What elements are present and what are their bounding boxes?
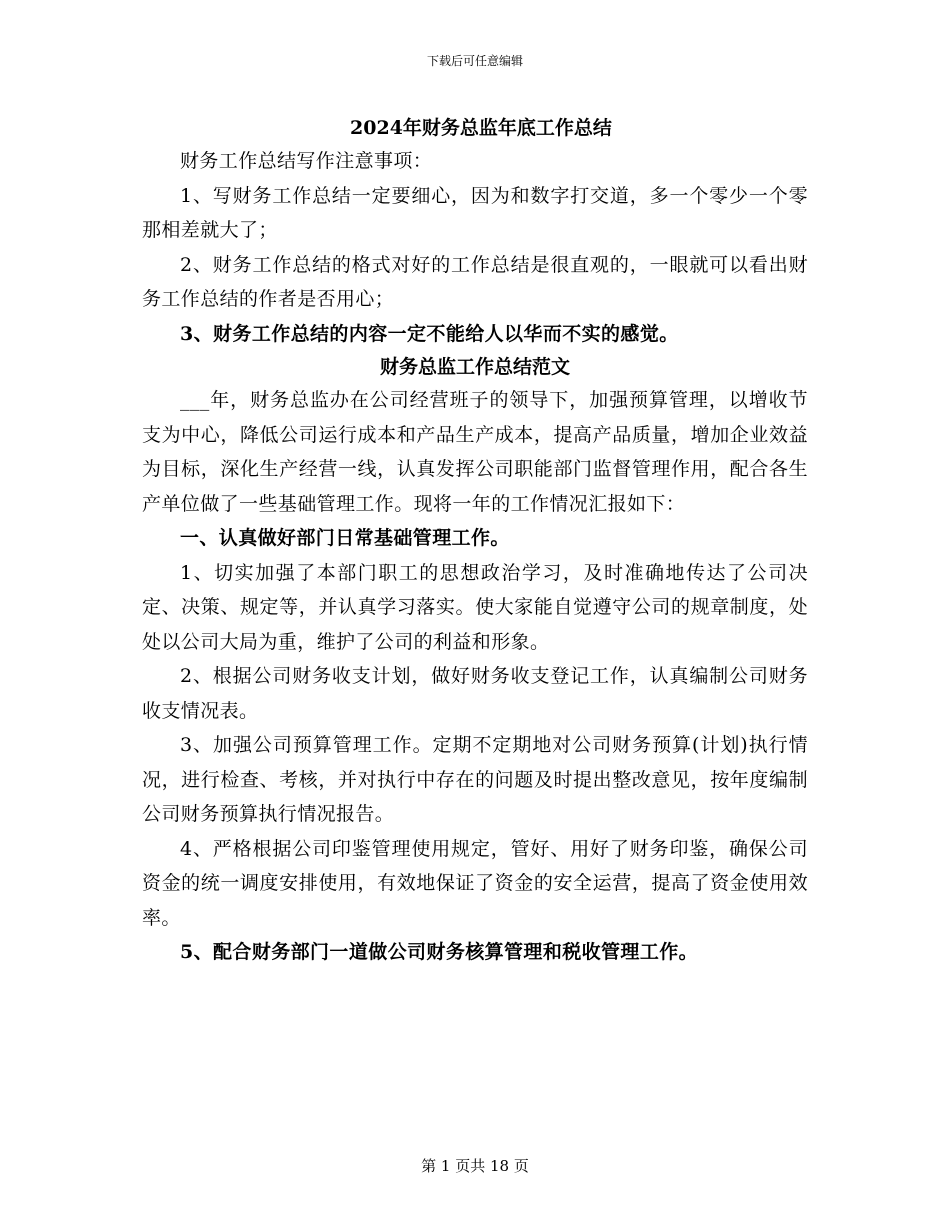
section-title: 财务总监工作总结范文 [379, 356, 570, 378]
paragraph: 4、严格根据公司印鉴管理使用规定，管好、用好了财务印鉴，确保公司资金的统一调度安排使用，有效地保证了资金的安全运营，提高了资金使用效率。 [142, 837, 808, 929]
section-heading: 一、认真做好部门日常基础管理工作。 [180, 527, 510, 549]
paragraph: 2、根据公司财务收支计划，做好财务收支登记工作，认真编制公司财务收支情况表。 [142, 665, 808, 722]
paragraph-bold: 3、财务工作总结的内容一定不能给人以华而不实的感觉。 [180, 322, 679, 345]
paragraph: 1、写财务工作总结一定要细心，因为和数字打交道，多一个零少一个零那相差就大了； [142, 184, 808, 241]
paragraph: ___年，财务总监办在公司经营班子的领导下，加强预算管理，以增收节支为中心，降低公司运行成本和产品生产成本，提高产品质量，增加企业效益为目标，深化生产经营一线，认真发挥公司职能部门监督管理作用，配合各生产单位做了一些基础管理工作。现将一年的工作情况汇报如下： [142, 389, 808, 515]
page-footer: 第 1 页共 18 页 [421, 1157, 529, 1175]
paragraph-bold: 5、配合财务部门一道做公司财务核算管理和税收管理工作。 [180, 941, 699, 963]
page-header: 下载后可任意编辑 [426, 54, 523, 68]
document-title: 2024年财务总监年底工作总结 [350, 117, 612, 139]
paragraph: 2、财务工作总结的格式对好的工作总结是很直观的，一眼就可以看出财务工作总结的作者是否用心； [142, 253, 808, 310]
document-body [142, 112, 808, 970]
paragraph: 3、加强公司预算管理工作。定期不定期地对公司财务预算(计划)执行情况，进行检查、考核，并对执行中存在的问题及时提出整改意见，按年度编制公司财务预算执行情况报告。 [142, 734, 808, 825]
paragraph: 财务工作总结写作注意事项： [180, 150, 433, 172]
paragraph: 1、切实加强了本部门职工的思想政治学习，及时准确地传达了公司决定、决策、规定等，并认真学习落实。使大家能自觉遵守公司的规章制度，处处以公司大局为重，维护了公司的利益和形象。 [142, 561, 808, 653]
